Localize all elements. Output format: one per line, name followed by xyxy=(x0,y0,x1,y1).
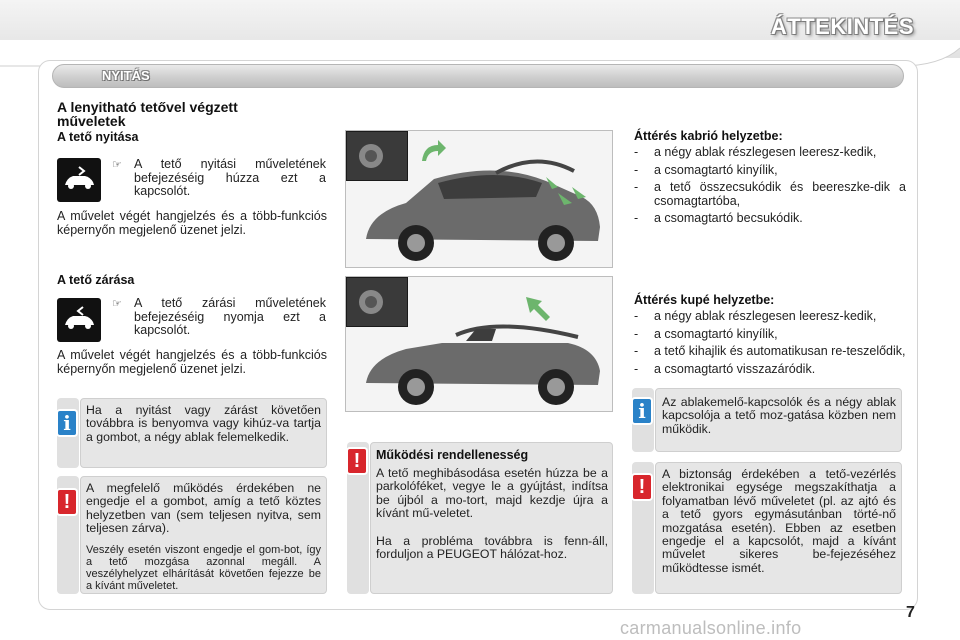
page-number: 7 xyxy=(906,604,915,621)
opening-text: A művelet végét hangjelzés és a több-funkciós képernyőn megjelenő üzenet jelzi. xyxy=(57,209,327,237)
watermark: carmanualsonline.info xyxy=(620,618,802,638)
switch-closeup-open xyxy=(346,131,408,181)
switch-closeup-close xyxy=(346,277,408,327)
roof-switch-close-icon xyxy=(57,298,101,342)
closing-instruction xyxy=(112,297,326,338)
opening-heading: A tető nyitása xyxy=(57,130,139,144)
car-closing-illustration xyxy=(345,276,613,412)
list-item: - a csomagtartó visszazáródik. xyxy=(634,361,816,376)
warning-note-text: A megfelelő működés érdekében ne engedje el a gombot, amíg a tető köztes helyzetben van (sem teljesen nyitva, sem teljesen zárva). xyxy=(86,481,321,536)
green-arrow-icon xyxy=(418,137,448,167)
warning-icon: ! xyxy=(58,490,76,514)
roof-switch-open-icon xyxy=(57,158,101,202)
kupe-heading: Áttérés kupé helyzetbe: xyxy=(634,293,775,307)
section-bar xyxy=(52,64,904,88)
kabrio-steps xyxy=(634,146,906,230)
list-item: - a csomagtartó kinyílik, xyxy=(634,162,778,177)
list-item: - a négy ablak részlegesen leeresz-kedik, xyxy=(634,145,877,159)
malfunction-heading: Működési rendellenesség xyxy=(376,448,529,462)
malfunction-text-2: Ha a probléma továbbra is fenn-áll, forduljon a PEUGEOT hálózat-hoz. xyxy=(376,534,608,562)
pointer-icon: ☞ xyxy=(112,159,122,171)
car-opening-illustration xyxy=(345,130,613,268)
green-arrow-icon xyxy=(512,293,552,321)
malfunction-text-1: A tető meghibásodása esetén húzza be a parkolóféket, vegye le a gyújtást, indítsa be újból a mo-tort, majd kezdje újra a kívánt mű-veletet. xyxy=(376,466,608,521)
kabrio-heading: Áttérés kabrió helyzetbe: xyxy=(634,129,783,143)
warning-icon: ! xyxy=(633,475,651,499)
info-note-text: Az ablakemelő-kapcsolók és a négy ablak kapcsolója a tető moz-gatása közben nem működik. xyxy=(662,395,896,436)
list-item: - a csomagtartó becsukódik. xyxy=(634,211,803,226)
opening-instruction xyxy=(112,158,326,199)
closing-text: A művelet végét hangjelzés és a több-funkciós képernyőn megjelenő üzenet jelzi. xyxy=(57,348,327,376)
info-note-text: Ha a nyitást vagy zárást követően továbbra is benyomva vagy kihúz-va tartja a gombot, a négy ablak felemelkedik. xyxy=(86,403,321,444)
warning-icon: ! xyxy=(348,449,366,473)
closing-instruction-text: A tető zárási műveletének befejezéséig nyomja ezt a kapcsolót. xyxy=(134,296,326,338)
list-item: - a négy ablak részlegesen leeresz-kedik, xyxy=(634,309,877,323)
kupe-steps xyxy=(634,310,906,380)
pointer-icon: ☞ xyxy=(112,298,122,310)
page-title: ÁTTEKINTÉS xyxy=(770,14,914,39)
section-title: NYITÁS xyxy=(102,68,150,83)
closing-heading: A tető zárása xyxy=(57,273,135,287)
list-item: - a csomagtartó kinyílik, xyxy=(634,326,778,341)
list-item: - a tető kihajlik és automatikusan re-teszelődik, xyxy=(634,344,906,359)
warning-note-small-text: Veszély esetén viszont engedje el gom-bot, így a tető mozgása azonnal megáll. A veszélyhelyzet elhárítását követően fejezze be a kívánt műveletet. xyxy=(86,544,321,592)
list-item: - a tető összecsukódik és beereszke-dik a csomagtartóba, xyxy=(634,180,906,208)
info-icon: i xyxy=(58,411,76,435)
warning-note-text: A biztonság érdekében a tető-vezérlés elektronikai egysége megszakíthatja a folyamatban lévő műveletet (pl. az ajtó és a tető gyors egymásutánban törté-nő mozgatása esetén). Ebben az esetben engedje el a kapcsolót, majd a kívánt művelet sikeres be-fejezéséhez működtesse ismét. xyxy=(662,467,896,575)
opening-instruction-text: A tető nyitási műveletének befejezéséig húzza ezt a kapcsolót. xyxy=(134,157,326,199)
info-icon: i xyxy=(633,399,651,423)
main-heading: A lenyitható tetővel végzett műveletek xyxy=(57,99,238,129)
